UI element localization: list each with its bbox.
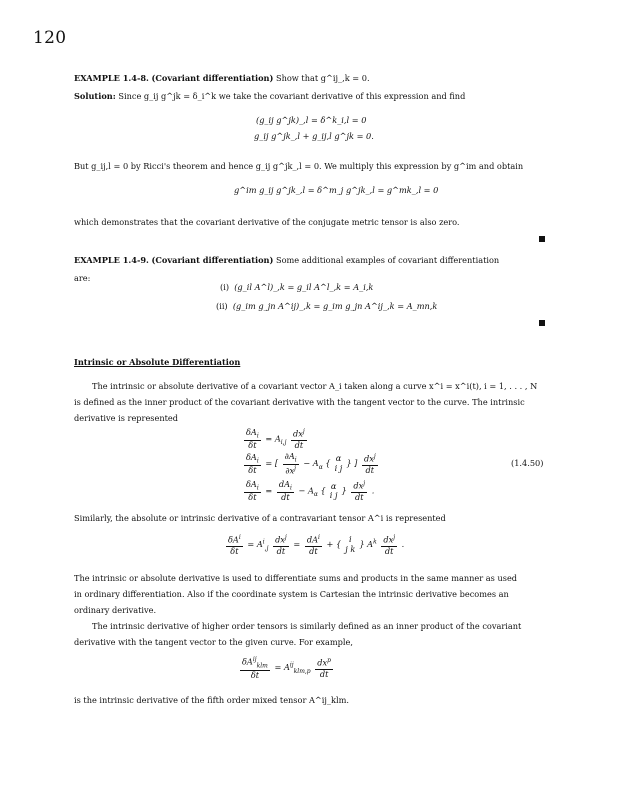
ricci-text: But g_ij,l = 0 by Ricci's theorem and hence g_ij g^jk_,l = 0. We multiply this expression by g^im and obtain <box>74 161 524 171</box>
example-label: EXAMPLE 1.4-8. <box>74 73 149 83</box>
equation-3: g^im g_ij g^jk_,l = δ^m_j g^jk_,l = g^mk_,l = 0 <box>234 185 439 195</box>
example-statement-cont: are: <box>74 273 91 283</box>
example-title: (Covariant differentiation) <box>151 255 274 265</box>
eq-1-4-50-a: $\frac{\delta A_i}{\delta t}$ = $A_{i,j}$ $\frac{dx^j}{dt}$ <box>246 427 305 450</box>
qed-square <box>539 320 545 326</box>
solution-label: Solution: <box>74 91 116 101</box>
example-label: EXAMPLE 1.4-9. <box>74 255 149 265</box>
page-number: 120 <box>33 28 67 48</box>
para3-line2: in ordinary differentiation. Also if the coordinate system is Cartesian the intrinsic derivative becomes an <box>74 589 509 599</box>
para1-line3: derivative is represented <box>74 413 178 423</box>
solution-text: Since g_ij g^jk = δ_i^k we take the covariant derivative of this expression and find <box>118 91 466 101</box>
final-line: is the intrinsic derivative of the fifth order mixed tensor A^ij_klm. <box>74 695 349 705</box>
example-statement: Show that g^ij_,k = 0. <box>276 73 370 83</box>
equation-2: g_ij g^jk_,l + g_ij,l g^jk = 0. <box>254 131 374 141</box>
example-statement: Some additional examples of covariant differentiation <box>276 255 500 265</box>
item-i: (i) (g_il A^l)_,k = g_il A^l_,k = A_i,k <box>220 282 374 292</box>
qed-square <box>539 236 545 242</box>
para4-line2: derivative with the tangent vector to the given curve. For example, <box>74 637 353 647</box>
example-1-4-8-header <box>74 72 370 85</box>
eq-higher-order: $\frac{\delta A^{ij}_{klm}}{\delta t}$ = $A^{ij}_{klm,p}$ $\frac{dx^p}{dt}$ <box>242 656 331 680</box>
conclusion-text: which demonstrates that the covariant derivative of the conjugate metric tensor is also zero. <box>74 217 460 227</box>
section-heading: Intrinsic or Absolute Differentiation <box>74 357 241 367</box>
example-title: (Covariant differentiation) <box>151 73 274 83</box>
eq-1-4-50-c: $\frac{\delta A_i}{\delta t}$ = $\frac{dA_i}{dt}$ − $A_\alpha$ { α i j } $\frac{dx^j}{dt}$ . <box>246 479 375 502</box>
para3-line3: ordinary derivative. <box>74 605 157 615</box>
equation-number: (1.4.50) <box>511 458 544 468</box>
para3-line1: The intrinsic or absolute derivative is used to differentiate sums and products in the same manner as used <box>74 573 518 583</box>
equation-1: (g_ij g^jk)_,l = δ^k_i,l = 0 <box>256 115 367 125</box>
example-1-4-9-header <box>74 254 499 267</box>
item-ii: (ii) (g_im g_jn A^ij)_,k = g_im g_jn A^ij_,k = A_mn,k <box>216 301 438 311</box>
eq-1-4-50-b: $\frac{\delta A_i}{\delta t}$ = [ $\frac{\partial A_i}{\partial x^j}$ − $A_\alpha$ { α i j } ] $\frac{dx^j}{dt}$ <box>246 451 376 476</box>
para2: Similarly, the absolute or intrinsic derivative of a contravariant tensor A^i is represented <box>74 513 446 523</box>
solution-line <box>74 90 465 103</box>
para4-line1: The intrinsic derivative of higher order tensors is similarly defined as an inner product of the covariant <box>92 621 522 631</box>
eq-contravariant: $\frac{\delta A^i}{\delta t}$ = $A^i_{,j}$ $\frac{dx^j}{dt}$ = $\frac{dA^i}{dt}$ + { i j k } $A^k$ $\frac{dx^j}{dt}$ . <box>228 534 405 556</box>
para1-line1: The intrinsic or absolute derivative of a covariant vector A_i taken along a curve x^i = x^i(t), i = 1, . . . , N <box>92 381 538 391</box>
para1-line2: is defined as the inner product of the covariant derivative with the tangent vector to the curve. The intrinsic <box>74 397 525 407</box>
